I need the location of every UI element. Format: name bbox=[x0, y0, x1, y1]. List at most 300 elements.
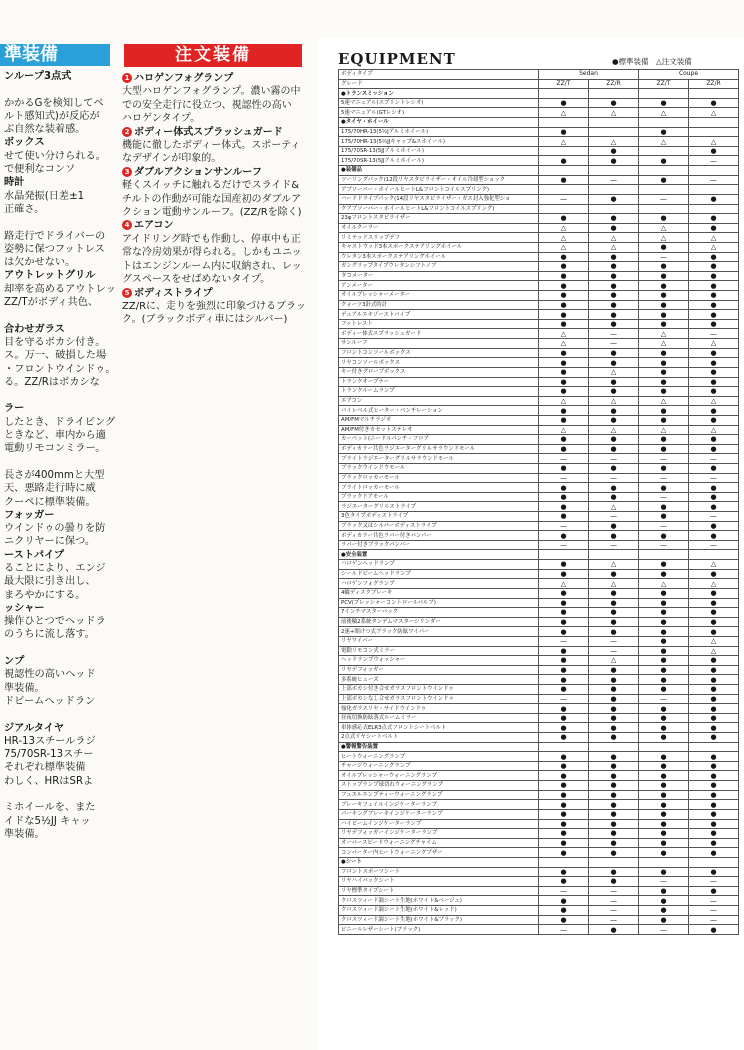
standard-equipment-text-line bbox=[4, 708, 116, 721]
option-title-text: ボディストライプ bbox=[134, 287, 213, 299]
equipment-item-name: フュエルエンプティーウォーニングランプ bbox=[339, 790, 539, 800]
standard-equipment-text-line: ラー bbox=[4, 403, 25, 415]
availability-mark: ● bbox=[689, 588, 739, 598]
equipment-item-name: フロントスポーツシート bbox=[339, 867, 539, 877]
availability-mark: — bbox=[589, 339, 639, 349]
table-row bbox=[339, 867, 739, 877]
standard-equipment-text-line: わしく、HRはSRよ bbox=[4, 775, 94, 787]
standard-equipment-text-line: ボックス bbox=[4, 137, 45, 149]
availability-mark: — bbox=[689, 175, 739, 185]
availability-mark: △ bbox=[639, 233, 689, 243]
equipment-item-name: クロスツィード調シート生地(ホワイト&ブラック) bbox=[339, 915, 539, 925]
table-row bbox=[339, 925, 739, 935]
availability-mark: ● bbox=[589, 291, 639, 301]
availability-mark: △ bbox=[539, 137, 589, 147]
equipment-item-name: ブラック又はシルバーボディストライプ bbox=[339, 521, 539, 531]
table-row bbox=[339, 281, 739, 291]
standard-equipment-text-line: ZZ/Tがボディ共色、 bbox=[4, 297, 99, 309]
option-description-line: 大型ハロゲンフォグランプ。濃い霧の中 bbox=[122, 86, 301, 98]
option-description-line: チルトの作動が可能な国産初のダブルア bbox=[122, 193, 302, 205]
availability-mark: ● bbox=[639, 627, 689, 637]
optional-equipment-column bbox=[122, 72, 310, 327]
availability-mark bbox=[589, 185, 639, 195]
availability-mark: △ bbox=[539, 329, 589, 339]
option-description-line: クション電動サンルーフ。(ZZ/Rを除く) bbox=[122, 207, 302, 219]
availability-mark: ● bbox=[639, 761, 689, 771]
availability-mark: ● bbox=[639, 675, 689, 685]
equipment-item-name: ●安全装置 bbox=[339, 550, 539, 560]
equipment-item-name: ラジエーターグリルストライプ bbox=[339, 502, 539, 512]
availability-mark: ● bbox=[539, 415, 589, 425]
availability-mark: ● bbox=[589, 435, 639, 445]
equipment-item-name: ●装備品 bbox=[339, 166, 539, 176]
availability-mark bbox=[639, 742, 689, 752]
standard-equipment-text-line: 75/70SR-13スチー bbox=[4, 749, 94, 761]
standard-equipment-text-line: ウインドゥの曇りを防 bbox=[4, 523, 106, 535]
equipment-item-name: オイルプレッシャーウォーニングランプ bbox=[339, 771, 539, 781]
grade-cell: ZZ/T bbox=[539, 79, 589, 89]
availability-mark: ● bbox=[639, 310, 689, 320]
availability-mark: — bbox=[689, 454, 739, 464]
equipment-item-name: コンバーター内ヒートウォーニングブザー bbox=[339, 848, 539, 858]
availability-mark: — bbox=[589, 886, 639, 896]
availability-mark: ● bbox=[539, 271, 589, 281]
availability-mark: ● bbox=[589, 665, 639, 675]
equipment-item-name: 23φフロントスタビライザー bbox=[339, 214, 539, 224]
availability-mark: ● bbox=[589, 281, 639, 291]
standard-equipment-text-line: ニクリヤーに保つ。 bbox=[4, 536, 96, 548]
availability-mark: △ bbox=[689, 137, 739, 147]
option-description-line: での安全走行に役立つ、視認性の高い bbox=[122, 99, 292, 111]
equipment-item-name: ガングリップタイプウレタンシフトノブ bbox=[339, 262, 539, 272]
table-row bbox=[339, 588, 739, 598]
option-number-badge: 3 bbox=[122, 167, 132, 177]
availability-mark: △ bbox=[639, 223, 689, 233]
availability-mark: ● bbox=[539, 175, 589, 185]
availability-mark: ● bbox=[689, 569, 739, 579]
standard-equipment-text-line: フォッガー bbox=[4, 509, 55, 521]
option-title-text: ボディー体式スプラッシュガード bbox=[134, 126, 283, 138]
table-row bbox=[339, 252, 739, 262]
availability-mark: ● bbox=[639, 588, 689, 598]
standard-equipment-text-line bbox=[4, 83, 116, 96]
availability-mark: ● bbox=[589, 300, 639, 310]
availability-mark: ● bbox=[539, 809, 589, 819]
grade-cell: ZZ/T bbox=[639, 79, 689, 89]
equipment-item-name: 175/70HR-13(5½Jアルミホイール) bbox=[339, 127, 539, 137]
availability-mark: ● bbox=[539, 675, 589, 685]
equipment-item-name: ブラックウインドウモール bbox=[339, 463, 539, 473]
availability-mark: — bbox=[639, 694, 689, 704]
table-row bbox=[339, 223, 739, 233]
availability-mark: ● bbox=[689, 685, 739, 695]
availability-mark: ● bbox=[689, 809, 739, 819]
availability-mark bbox=[639, 146, 689, 156]
equipment-item-name: 2点式リヤシートベルト bbox=[339, 733, 539, 743]
availability-mark: — bbox=[589, 906, 639, 916]
availability-mark: ● bbox=[589, 223, 639, 233]
table-row bbox=[339, 204, 739, 214]
availability-mark: ● bbox=[589, 348, 639, 358]
table-row bbox=[339, 502, 739, 512]
standard-equipment-text-line: したとき、ドライビング bbox=[4, 416, 116, 428]
availability-mark: ● bbox=[639, 733, 689, 743]
availability-mark: ● bbox=[689, 531, 739, 541]
table-row bbox=[339, 608, 739, 618]
equipment-item-name: ボディカラー共色ラジエーターグリルサラウンドモール bbox=[339, 444, 539, 454]
table-row bbox=[339, 329, 739, 339]
table-row bbox=[339, 560, 739, 570]
availability-mark: ● bbox=[589, 829, 639, 839]
availability-mark: ● bbox=[639, 867, 689, 877]
availability-mark: ● bbox=[589, 319, 639, 329]
equipment-item-name: ●トランスミッション bbox=[339, 89, 539, 99]
availability-mark: △ bbox=[639, 425, 689, 435]
availability-mark: ● bbox=[589, 214, 639, 224]
table-row bbox=[339, 723, 739, 733]
availability-mark: ● bbox=[689, 358, 739, 368]
availability-mark: △ bbox=[589, 233, 639, 243]
availability-mark: ● bbox=[689, 262, 739, 272]
standard-equipment-text-line: 視認性の高いヘッド bbox=[4, 669, 96, 681]
availability-mark: ● bbox=[589, 377, 639, 387]
equipment-item-name: ツーリングパック(12段リヤスタビライザー・オイル冷却型ショック bbox=[339, 175, 539, 185]
availability-mark: ● bbox=[589, 819, 639, 829]
availability-mark: ● bbox=[689, 310, 739, 320]
availability-mark: ● bbox=[539, 512, 589, 522]
availability-mark: — bbox=[589, 473, 639, 483]
option-description-line: トはエンジンルーム内に収納され、レッ bbox=[122, 260, 302, 272]
standard-equipment-text-line: 天、悪路走行時に威 bbox=[4, 483, 96, 495]
equipment-item-name: トランクオープナー bbox=[339, 377, 539, 387]
availability-mark: ● bbox=[539, 98, 589, 108]
availability-mark: ● bbox=[639, 598, 689, 608]
table-row bbox=[339, 367, 739, 377]
availability-mark: ● bbox=[589, 387, 639, 397]
availability-mark: — bbox=[539, 473, 589, 483]
availability-mark: ● bbox=[589, 598, 639, 608]
table-row bbox=[339, 819, 739, 829]
availability-mark: ● bbox=[589, 146, 639, 156]
option-description-line: なデザインが印象的。 bbox=[122, 153, 222, 165]
table-row bbox=[339, 387, 739, 397]
availability-mark: ● bbox=[689, 771, 739, 781]
availability-mark: ● bbox=[689, 377, 739, 387]
availability-mark: ● bbox=[689, 848, 739, 858]
table-row bbox=[339, 886, 739, 896]
option-number-badge: 5 bbox=[122, 288, 132, 298]
availability-mark bbox=[589, 550, 639, 560]
availability-mark: ● bbox=[639, 569, 689, 579]
equipment-item-name: ウレタン3本スポークステアリングホイール bbox=[339, 252, 539, 262]
table-row bbox=[339, 137, 739, 147]
equipment-item-name: 電動リモコン式ミラー bbox=[339, 646, 539, 656]
availability-mark bbox=[539, 89, 589, 99]
equipment-item-name: クォーツ3針式時計 bbox=[339, 300, 539, 310]
table-section-row bbox=[339, 742, 739, 752]
availability-mark: ● bbox=[639, 886, 689, 896]
availability-mark: ● bbox=[689, 829, 739, 839]
availability-mark: ● bbox=[639, 367, 689, 377]
table-row bbox=[339, 319, 739, 329]
standard-equipment-text-line bbox=[4, 216, 116, 229]
availability-mark: ● bbox=[589, 761, 639, 771]
table-row bbox=[339, 896, 739, 906]
equipment-item-name: アンメーター bbox=[339, 281, 539, 291]
availability-mark: ● bbox=[639, 608, 689, 618]
availability-mark: △ bbox=[589, 367, 639, 377]
equipment-item-name: フットレスト bbox=[339, 319, 539, 329]
availability-mark: ● bbox=[539, 492, 589, 502]
availability-mark: — bbox=[539, 886, 589, 896]
table-row bbox=[339, 194, 739, 204]
availability-mark bbox=[539, 742, 589, 752]
equipment-item-name: ハードドライブパック(14段リヤスタビライザー・ガス封入強化型ショ bbox=[339, 194, 539, 204]
availability-mark: — bbox=[589, 175, 639, 185]
standard-equipment-text-line: せて使い分けられる。 bbox=[4, 150, 106, 162]
option-description-line: グスペースをせばめないタイプ。 bbox=[122, 274, 271, 286]
availability-mark: — bbox=[639, 877, 689, 887]
standard-equipment-text-line: ミホイールを、また bbox=[4, 802, 96, 814]
availability-mark: ● bbox=[589, 617, 639, 627]
equipment-item-name: 上部ボカシ付き合せガラスフロントウインドゥ bbox=[339, 685, 539, 695]
standard-equipment-text-line: ンループ3点式 bbox=[4, 71, 72, 82]
option-description-line: 軽くスイッチに触れるだけでスライド& bbox=[122, 180, 300, 192]
availability-mark bbox=[689, 127, 739, 137]
equipment-item-name: カーペット(ニードルパンチ・フロア bbox=[339, 435, 539, 445]
availability-mark: ● bbox=[539, 262, 589, 272]
availability-mark: ● bbox=[589, 925, 639, 935]
table-row bbox=[339, 463, 739, 473]
equipment-item-name: ハイビームインジケーターランプ bbox=[339, 819, 539, 829]
availability-mark: ● bbox=[689, 819, 739, 829]
availability-mark: △ bbox=[589, 502, 639, 512]
table-row bbox=[339, 569, 739, 579]
availability-mark bbox=[639, 550, 689, 560]
availability-mark: ● bbox=[689, 444, 739, 454]
availability-mark: ● bbox=[689, 656, 739, 666]
standard-equipment-text-line: る。ZZ/Rはボカシな bbox=[4, 376, 100, 388]
table-row bbox=[339, 636, 739, 646]
standard-equipment-text-line: 電動リモコンミラー。 bbox=[4, 443, 106, 455]
table-row bbox=[339, 704, 739, 714]
availability-mark: ● bbox=[639, 98, 689, 108]
availability-mark: ● bbox=[639, 781, 689, 791]
availability-mark: ● bbox=[689, 271, 739, 281]
coupe-label: Coupe bbox=[639, 70, 739, 80]
availability-mark: △ bbox=[689, 425, 739, 435]
standard-equipment-text-line: 却率を高めるアウトレッ bbox=[4, 283, 116, 295]
equipment-item-name: 5速マニュアル(GTレシオ) bbox=[339, 108, 539, 118]
availability-mark: ● bbox=[589, 694, 639, 704]
equipment-item-name: アブソーバー・ホイールヒートL&フロントコイルスプリング) bbox=[339, 185, 539, 195]
standard-equipment-text-line: 姿勢に保つフットレス bbox=[4, 243, 105, 255]
equipment-item-name: ハロゲンヘッドランプ bbox=[339, 560, 539, 570]
standard-equipment-text-line bbox=[4, 788, 116, 801]
availability-mark: △ bbox=[539, 108, 589, 118]
equipment-item-name: リヤデフォッガーインジケーターランプ bbox=[339, 829, 539, 839]
table-row bbox=[339, 656, 739, 666]
table-row bbox=[339, 492, 739, 502]
availability-mark: ● bbox=[539, 127, 589, 137]
availability-mark: ● bbox=[589, 463, 639, 473]
standard-equipment-text-line: のうちに流し落す。 bbox=[4, 629, 95, 641]
table-section-row bbox=[339, 550, 739, 560]
availability-mark bbox=[539, 118, 589, 128]
option-number-badge: 2 bbox=[122, 127, 132, 137]
equipment-item-name: リヤワイパー bbox=[339, 636, 539, 646]
availability-mark: ● bbox=[689, 781, 739, 791]
availability-mark: ● bbox=[689, 675, 739, 685]
availability-mark: ● bbox=[539, 560, 589, 570]
standard-equipment-text-line: ルト感知式)が反応が bbox=[4, 110, 100, 122]
equipment-item-name: 多系統ヒューズ bbox=[339, 675, 539, 685]
standard-equipment-text-line: ぶ自然な装着感。 bbox=[4, 124, 86, 136]
availability-mark: ● bbox=[589, 415, 639, 425]
availability-mark: ● bbox=[589, 752, 639, 762]
availability-mark: ● bbox=[689, 598, 739, 608]
availability-mark: △ bbox=[589, 396, 639, 406]
equipment-item-name: AM/FM付きカセットステレオ bbox=[339, 425, 539, 435]
availability-mark: ● bbox=[539, 656, 589, 666]
availability-mark bbox=[639, 166, 689, 176]
equipment-item-name: ハロゲンフォグランプ bbox=[339, 579, 539, 589]
availability-mark bbox=[639, 185, 689, 195]
equipment-table bbox=[338, 69, 739, 935]
availability-mark: ● bbox=[589, 675, 639, 685]
availability-mark: ● bbox=[539, 752, 589, 762]
table-row bbox=[339, 339, 739, 349]
availability-mark: ● bbox=[689, 367, 739, 377]
availability-mark: ● bbox=[639, 358, 689, 368]
equipment-item-name: 4輪ディスクブレーキ bbox=[339, 588, 539, 598]
option-item-title bbox=[122, 72, 310, 85]
availability-mark: △ bbox=[539, 396, 589, 406]
availability-mark: ● bbox=[689, 435, 739, 445]
availability-mark: ● bbox=[639, 906, 689, 916]
standard-equipment-text-line: ・フロントウインドゥ。 bbox=[4, 363, 116, 375]
availability-mark: △ bbox=[589, 560, 639, 570]
equipment-item-name: 上部ボカシなし合せガラスフロントウインドゥ bbox=[339, 694, 539, 704]
table-row bbox=[339, 915, 739, 925]
equipment-item-name: 昼夜切換防眩落式ルームミラー bbox=[339, 713, 539, 723]
availability-mark: — bbox=[689, 156, 739, 166]
table-row bbox=[339, 733, 739, 743]
availability-mark: ● bbox=[589, 262, 639, 272]
availability-mark: △ bbox=[689, 579, 739, 589]
equipment-item-name: 175/70SR-13(5JJアルミホイール) bbox=[339, 146, 539, 156]
availability-mark: △ bbox=[589, 137, 639, 147]
availability-mark: ● bbox=[639, 752, 689, 762]
table-row bbox=[339, 665, 739, 675]
availability-mark bbox=[589, 127, 639, 137]
availability-mark: ● bbox=[639, 790, 689, 800]
table-row bbox=[339, 598, 739, 608]
availability-mark bbox=[689, 204, 739, 214]
availability-mark: ● bbox=[589, 781, 639, 791]
table-row bbox=[339, 435, 739, 445]
table-row bbox=[339, 627, 739, 637]
availability-mark: ● bbox=[539, 761, 589, 771]
availability-mark: △ bbox=[689, 339, 739, 349]
equipment-item-name: フロントコンソールボックス bbox=[339, 348, 539, 358]
standard-equipment-text-line bbox=[4, 309, 116, 322]
equipment-item-name: 7インチマスターバック bbox=[339, 608, 539, 618]
standard-equipment-text-line bbox=[4, 389, 116, 402]
availability-mark: ● bbox=[639, 636, 689, 646]
availability-mark: ● bbox=[689, 886, 739, 896]
table-row bbox=[339, 694, 739, 704]
table-row bbox=[339, 425, 739, 435]
table-row bbox=[339, 377, 739, 387]
availability-mark: — bbox=[689, 896, 739, 906]
option-title-text: エアコン bbox=[134, 220, 174, 232]
availability-mark bbox=[589, 857, 639, 867]
equipment-item-name: AM/FMマルチラジオ bbox=[339, 415, 539, 425]
option-number-badge: 1 bbox=[122, 73, 132, 83]
equipment-item-name: デュアルエキゾーストパイプ bbox=[339, 310, 539, 320]
availability-mark: — bbox=[689, 329, 739, 339]
equipment-item-name: 強化ガラスリヤ・サイドウインドゥ bbox=[339, 704, 539, 714]
availability-mark: △ bbox=[539, 233, 589, 243]
availability-mark: ● bbox=[639, 319, 689, 329]
availability-mark: ● bbox=[539, 569, 589, 579]
standard-equipment-text-line: ーストパイプ bbox=[4, 549, 65, 561]
table-row bbox=[339, 175, 739, 185]
availability-mark: ● bbox=[589, 685, 639, 695]
availability-mark: ● bbox=[639, 617, 689, 627]
availability-mark: ● bbox=[539, 867, 589, 877]
table-row bbox=[339, 406, 739, 416]
availability-mark: — bbox=[639, 454, 689, 464]
availability-mark bbox=[539, 857, 589, 867]
option-title-text: ダブルアクションサンルーフ bbox=[134, 166, 262, 178]
table-row bbox=[339, 906, 739, 916]
availability-mark: ● bbox=[589, 713, 639, 723]
availability-mark bbox=[589, 118, 639, 128]
availability-mark: ● bbox=[639, 713, 689, 723]
standard-equipment-text-line: 目を守るボカシ付き。 bbox=[4, 336, 106, 348]
availability-mark: ● bbox=[689, 704, 739, 714]
option-item-title bbox=[122, 126, 310, 139]
availability-mark: ● bbox=[639, 685, 689, 695]
availability-mark: ● bbox=[639, 915, 689, 925]
availability-mark: ● bbox=[539, 877, 589, 887]
equipment-item-name: 175/70HR-13(5½JJキャップ&スホイール) bbox=[339, 137, 539, 147]
availability-mark: ● bbox=[589, 531, 639, 541]
availability-mark: ● bbox=[539, 502, 589, 512]
standard-equipment-text-line: それぞれ標準装備 bbox=[4, 762, 86, 774]
table-row bbox=[339, 271, 739, 281]
availability-mark: ● bbox=[639, 819, 689, 829]
availability-mark: — bbox=[539, 521, 589, 531]
standard-equipment-header: 準装備 bbox=[0, 44, 110, 66]
availability-mark: △ bbox=[589, 579, 639, 589]
availability-mark bbox=[539, 185, 589, 195]
equipment-item-name: リヤハイバックシート bbox=[339, 877, 539, 887]
availability-mark: △ bbox=[689, 242, 739, 252]
availability-mark: ● bbox=[539, 588, 589, 598]
sedan-label: Sedan bbox=[539, 70, 639, 80]
availability-mark: ● bbox=[539, 704, 589, 714]
option-item-title bbox=[122, 166, 310, 179]
equipment-item-name: オーバースピードウォーニングチャイム bbox=[339, 838, 539, 848]
availability-mark: ● bbox=[639, 771, 689, 781]
body-type-label: ボディタイプ bbox=[339, 70, 539, 80]
equipment-item-name: リヤデフォッガー bbox=[339, 665, 539, 675]
equipment-item-name: リヤコンソールボックス bbox=[339, 358, 539, 368]
availability-mark: — bbox=[539, 694, 589, 704]
